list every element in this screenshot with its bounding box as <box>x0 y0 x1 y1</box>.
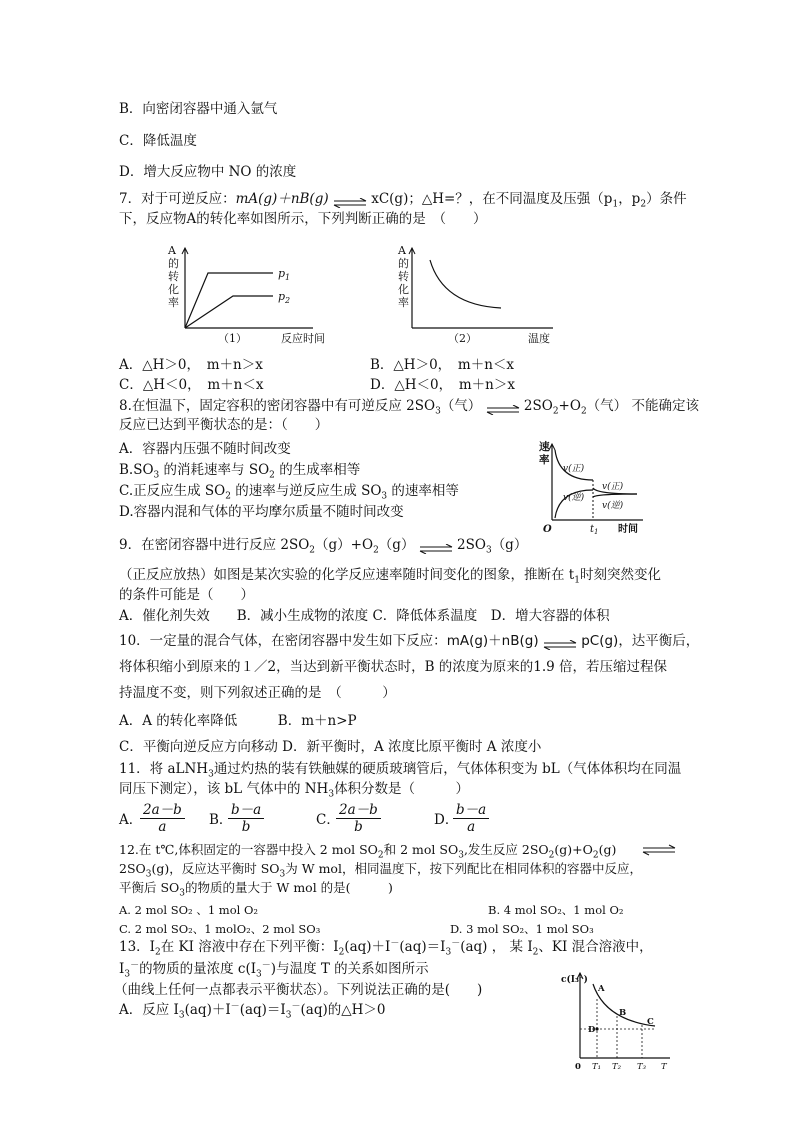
label-v-forward-after: v(正) <box>602 482 624 492</box>
chart1-xlabel: 反应时间 <box>281 332 325 345</box>
q11-stem-line1: 11．将 aLNH$_3$通过灼热的装有铁触媒的硬质玻璃管后，气体体积变为 bL（气体体积均在同温 <box>119 761 682 780</box>
svg-text:率: 率 <box>168 296 179 309</box>
equilibrium-arrow-icon <box>543 637 577 647</box>
chart1-label-p1: $p_1$ <box>278 267 291 282</box>
q13-concentration-chart <box>560 968 680 1076</box>
label-T1: T₁ <box>592 1062 602 1072</box>
q11-stem-line2: 同压下测定），该 bL 气体中的 $NH_3$体积分数是（ ） <box>119 781 470 800</box>
q7-option-c: C．△H＜0， m＋n＜x <box>119 377 264 393</box>
q7-stem-line2: 下，反应物A的转化率如图所示，下列判断正确的是 （ ） <box>119 211 487 227</box>
q8-stem-line1: 8.在恒温下，固定容积的密闭容器中有可逆反应 $2SO_3$（气） $2SO_2+O_2$（气） 不能确定该 <box>119 398 699 417</box>
q11-option-c-label: C． <box>316 812 340 828</box>
q7-option-d: D．△H＜0， m＋n＞x <box>370 377 515 393</box>
chart1-ylabel-A: A <box>168 244 176 257</box>
q9-stem-line3: 的条件可能是（ ） <box>119 587 254 603</box>
q13-stem-line3: （曲线上任何一点都表示平衡状态）。下列说法正确的是( ) <box>114 982 483 998</box>
label-T2: T₂ <box>612 1062 622 1072</box>
svg-text:化: 化 <box>398 283 409 296</box>
q13-stem-line2: $I_3^-$的物质的量浓度 $c(I_3^-)$与温度 T 的关系如图所示 <box>119 960 429 980</box>
q8-option-d: D.容器内混和气体的平均摩尔质量不随时间改变 <box>119 504 404 520</box>
q11-option-c-fraction: 2a－b b <box>336 798 381 835</box>
chart1-caption: （1） <box>218 332 247 345</box>
q7-chart-2 <box>393 243 563 348</box>
q10-stem-line3: 持温度不变，则下列叙述正确的是 （ ） <box>119 685 396 701</box>
q11-option-d-label: D． <box>434 812 459 828</box>
chart1-curve-p2 <box>185 296 273 328</box>
q8-option-a: A．容器内压强不随时间改变 <box>119 441 291 457</box>
rate-origin: O <box>543 524 552 535</box>
q9-stem-line1: 9．在密闭容器中进行反应 $2SO_2(g)+O_2(g)$ $2SO_3(g)$ <box>119 537 528 556</box>
chart2-curve <box>430 260 501 308</box>
chart2-xlabel: 温度 <box>528 332 550 345</box>
q12-option-b: B. 4 mol SO₂、1 mol O₂ <box>488 903 624 917</box>
svg-text:的: 的 <box>398 257 409 270</box>
curve-v-reverse-after <box>593 494 637 497</box>
label-A: A <box>598 984 605 994</box>
q9-options: A．催化剂失效 B．减小生成物的浓度 C．降低体系温度 D．增大容器的体积 <box>119 608 610 624</box>
conc-ylabel: c(I₃⁻) <box>561 975 588 985</box>
svg-text:率: 率 <box>539 454 550 466</box>
svg-text:转: 转 <box>398 270 409 283</box>
equilibrium-arrow-icon <box>419 541 453 551</box>
q12-stem-line2: $2SO_3(g)$，反应达平衡时 $SO_3$为 W mol，相同温度下，按下列配比在相同体积的容器中反应， <box>119 861 642 880</box>
equilibrium-arrow-icon <box>486 402 520 412</box>
q12-option-a: A. 2 mol SO₂ 、1 mol O₂ <box>119 903 258 917</box>
label-v-reverse: v(逆) <box>563 493 585 503</box>
svg-text:率: 率 <box>398 296 409 309</box>
label-v-reverse-after: v(逆) <box>602 501 624 511</box>
rate-xlabel: 时间 <box>618 524 638 535</box>
chart2-ylabel-A: A <box>398 244 406 257</box>
q6-option-d: D．增大反应物中 NO 的浓度 <box>119 164 297 180</box>
rate-t1-label: $t_1$ <box>590 524 599 536</box>
label-B: B <box>619 1008 627 1018</box>
chart1-label-p2: $p_2$ <box>278 290 291 305</box>
q7-stem-line1: 7．对于可逆反应：mA(g)＋nB(g) xC(g)；△H=？，在不同温度及压强（$p_1$，$p_2$）条件 <box>119 191 687 210</box>
q7-chart-1 <box>163 243 373 348</box>
q11-option-a-label: A． <box>119 812 143 828</box>
equilibrium-arrow-icon <box>333 195 367 205</box>
chart2-caption: （2） <box>448 332 477 345</box>
label-T3: T₃ <box>637 1062 647 1072</box>
point-D <box>595 1027 598 1030</box>
q8-option-c: C.正反应生成 $SO_2$ 的速率与逆反应生成 $SO_3$ 的速率相等 <box>119 483 459 502</box>
label-D: D <box>588 1025 596 1035</box>
q6-option-c: C．降低温度 <box>119 133 197 149</box>
q11-option-d-fraction: b－a a <box>453 798 489 835</box>
q13-option-a: A．反应 $I_3(aq)+I^-(aq)=I_3^-(aq)$的△H＞0 <box>119 1001 386 1021</box>
q12-stem-line3: 平衡后 $SO_3$的物质的量大于 W mol 的是( ) <box>119 880 393 899</box>
svg-text:的: 的 <box>168 257 179 270</box>
q10-options-cd: C．平衡向逆反应方向移动 D．新平衡时，A 浓度比原平衡时 A 浓度小 <box>119 739 542 755</box>
q7-option-b: B．△H＞0， m＋n＜x <box>370 357 515 373</box>
q12-stem-line1: 12.在 t℃,体积固定的一容器中投入 2 mol $SO_2$和 2 mol $SO_3$,发生反应 $2SO_2(g)+O_2(g)$ <box>119 842 617 861</box>
q7-option-a: A．△H＞0， m＋n＞x <box>119 357 263 373</box>
label-v-forward: v(正) <box>563 464 585 474</box>
q9-rate-chart <box>535 438 650 538</box>
label-C: C <box>647 1017 654 1027</box>
equilibrium-arrow-icon <box>642 844 676 856</box>
q12-option-d: D. 3 mol SO₂、1 mol SO₃ <box>450 922 594 936</box>
q10-options-ab: A．A 的转化率降低 B．m＋n>P <box>119 713 357 729</box>
q11-option-b-fraction: b－a b <box>228 798 264 835</box>
q11-option-a-fraction: 2a－b a <box>140 798 185 835</box>
rate-ylabel: 速 <box>539 441 550 453</box>
conc-origin: 0 <box>575 1062 581 1072</box>
q9-stem-line2: （正反应放热）如图是某次实验的化学反应速率随时间变化的图象，推断在 $t_1$时刻突然变化 <box>119 567 661 586</box>
q10-stem-line2: 将体积缩小到原来的１／2，当达到新平衡状态时，B 的浓度为原来的1.9 倍，若压缩过程保 <box>119 659 668 675</box>
q12-option-c: C. 2 mol SO₂、1 molO₂、2 mol SO₃ <box>119 922 321 936</box>
q8-stem-line2: 反应已达到平衡状态的是：（ ） <box>119 417 329 433</box>
q13-stem-line1: 13．$I_2$在 KI 溶液中存在下列平衡：$I_2(aq)+I^-(aq)=I_3^-(aq)$ ， 某 $I_2$、KI 混合溶液中， <box>119 938 653 958</box>
label-T: T <box>661 1062 667 1072</box>
q6-option-b: B．向密闭容器中通入氩气 <box>119 101 278 117</box>
q10-stem-line1: 10．一定量的混合气体，在密闭容器中发生如下反应：mA(g)＋nB(g) pC(g)，达平衡后， <box>119 633 700 649</box>
q11-option-b-label: B． <box>209 812 233 828</box>
svg-text:转: 转 <box>168 270 179 283</box>
q8-option-b: $B.SO_3$ 的消耗速率与 $SO_2$ 的生成率相等 <box>119 462 361 481</box>
svg-text:化: 化 <box>168 283 179 296</box>
